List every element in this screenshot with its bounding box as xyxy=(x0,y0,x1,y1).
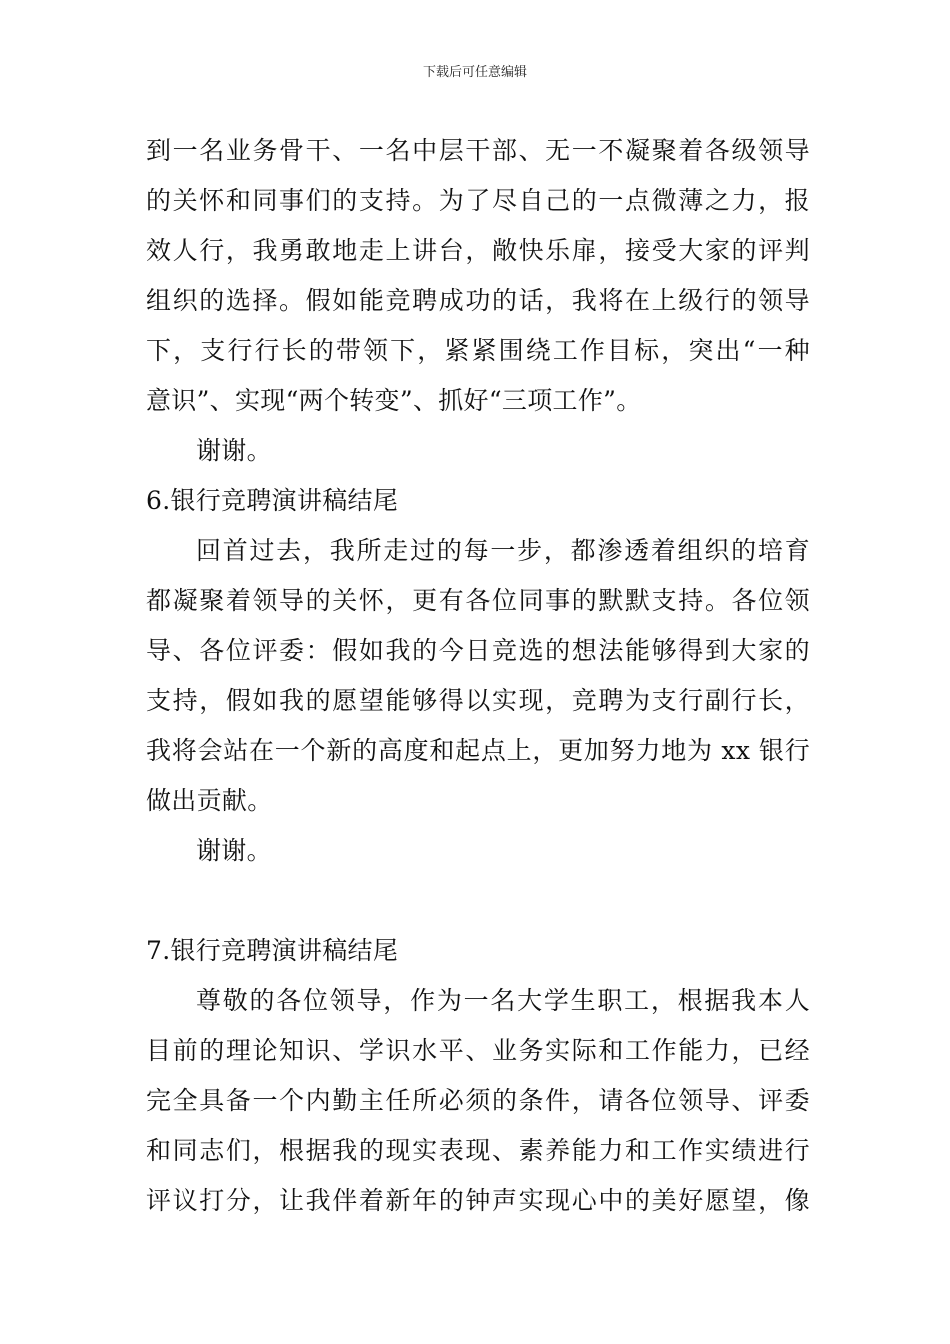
text-line: 意识”、实现“两个转变”、抓好“三项工作”。 xyxy=(146,386,642,415)
text-line: 都凝聚着领导的关怀，更有各位同事的默默支持。各位领 xyxy=(146,586,810,615)
text-line: 回首过去，我所走过的每一步，都渗透着组织的培育 xyxy=(196,536,810,565)
text-line: 组织的选择。假如能竞聘成功的话，我将在上级行的领导 xyxy=(146,286,810,315)
document-body xyxy=(146,126,810,1226)
text-line: 评议打分，让我伴着新年的钟声实现心中的美好愿望，像 xyxy=(146,1186,810,1215)
header-text: 下载后可任意编辑 xyxy=(422,65,527,80)
text-line: 下，支行行长的带领下，紧紧围绕工作目标，突出“一种 xyxy=(146,336,810,365)
text-line: 谢谢。 xyxy=(196,436,272,465)
text-line: 和同志们，根据我的现实表现、素养能力和工作实绩进行 xyxy=(146,1136,810,1165)
heading-text: 7.银行竞聘演讲稿结尾 xyxy=(146,936,399,965)
thanks-2 xyxy=(146,826,810,876)
section-heading-6 xyxy=(146,476,810,526)
heading-text: 6.银行竞聘演讲稿结尾 xyxy=(146,486,399,515)
page-header xyxy=(0,64,950,82)
text-line: 的关怀和同事们的支持。为了尽自己的一点微薄之力，报 xyxy=(146,186,810,215)
paragraph-1 xyxy=(146,126,810,426)
text-line: 支持，假如我的愿望能够得以实现，竞聘为支行副行长， xyxy=(146,686,810,715)
text-line: 到一名业务骨干、一名中层干部、无一不凝聚着各级领导 xyxy=(146,136,810,165)
blank-line xyxy=(146,876,810,926)
thanks-1 xyxy=(146,426,810,476)
text-line: 目前的理论知识、学识水平、业务实际和工作能力，已经 xyxy=(146,1036,810,1065)
text-line: 谢谢。 xyxy=(196,836,272,865)
text-line: 完全具备一个内勤主任所必须的条件，请各位领导、评委 xyxy=(146,1086,810,1115)
text-line: 尊敬的各位领导，作为一名大学生职工，根据我本人 xyxy=(196,986,810,1015)
text-line: 导、各位评委：假如我的今日竞选的想法能够得到大家的 xyxy=(146,636,810,665)
text-line: 我将会站在一个新的高度和起点上，更加努力地为 xx 银行 xyxy=(146,736,810,765)
section-heading-7 xyxy=(146,926,810,976)
text-line: 效人行，我勇敢地走上讲台，敞快乐扉，接受大家的评判 xyxy=(146,236,810,265)
paragraph-2 xyxy=(146,526,810,826)
paragraph-3 xyxy=(146,976,810,1226)
text-line: 做出贡献。 xyxy=(146,786,273,815)
